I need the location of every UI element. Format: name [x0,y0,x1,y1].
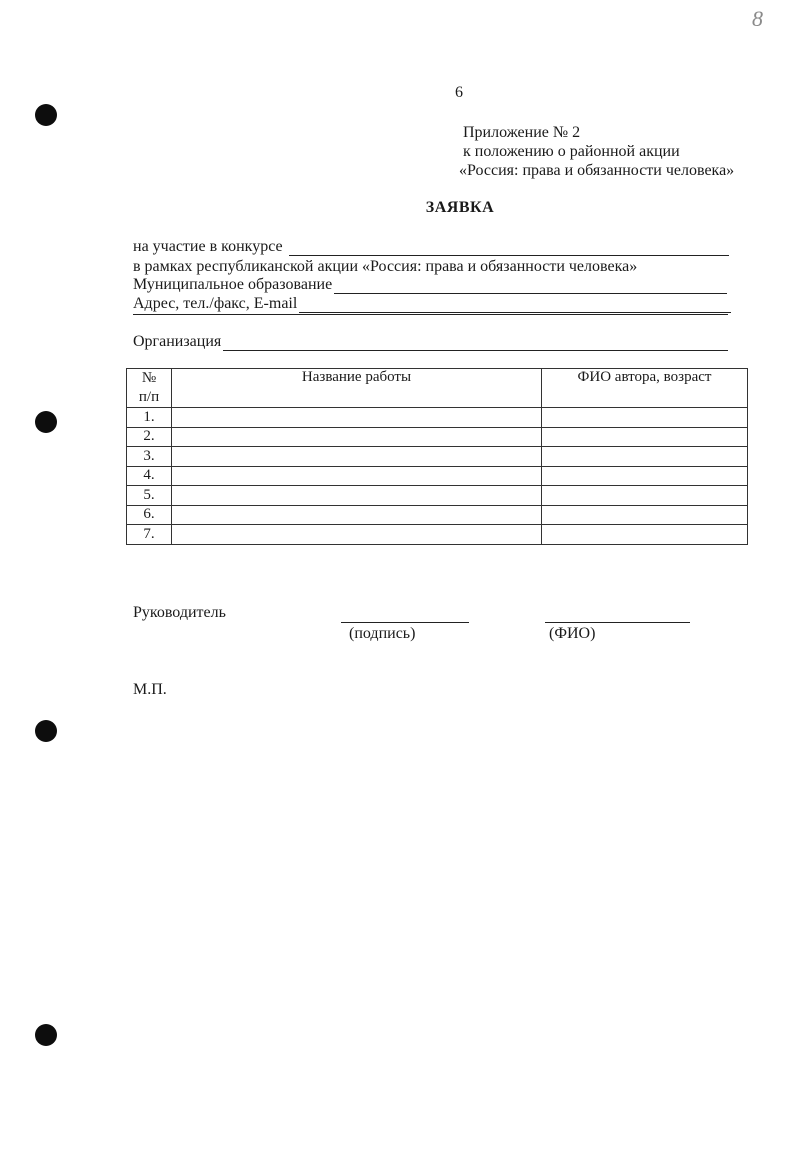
header-work-title: Название работы [172,369,542,408]
header-number-line2: п/п [138,389,160,405]
signature-caption: (подпись) [349,625,416,642]
address-field[interactable] [133,293,731,313]
contest-field[interactable] [133,236,729,256]
header-number-line1: № [141,370,157,386]
address-extra-line[interactable] [133,314,728,315]
work-title-cell[interactable] [172,486,542,506]
author-cell[interactable] [542,505,748,525]
address-label: Адрес, тел./факс, E-mail [133,295,298,312]
work-title-cell[interactable] [172,408,542,428]
document-title: ЗАЯВКА [425,199,495,216]
row-number: 3. [127,447,172,467]
work-title-cell[interactable] [172,447,542,467]
punch-hole-icon [35,1024,57,1046]
work-title-cell[interactable] [172,466,542,486]
row-number: 1. [127,408,172,428]
contest-fill-line[interactable] [289,240,729,256]
signature-line[interactable] [341,622,469,623]
appendix-line-2: к положению о районной акции [463,143,680,160]
punch-hole-icon [35,411,57,433]
punch-hole-icon [35,104,57,126]
appendix-line-3: «Россия: права и обязанности человека» [459,162,735,179]
header-author: ФИО автора, возраст [542,369,748,408]
table-row [127,408,748,428]
punch-hole-icon [35,720,57,742]
table-row [127,525,748,545]
appendix-line-1: Приложение № 2 [463,124,581,141]
row-number: 6. [127,505,172,525]
row-number: 7. [127,525,172,545]
organization-field[interactable] [133,331,728,351]
work-title-cell[interactable] [172,505,542,525]
framework-row [133,256,637,276]
author-cell[interactable] [542,408,748,428]
table-row [127,427,748,447]
row-number: 5. [127,486,172,506]
author-cell[interactable] [542,447,748,467]
organization-fill-line[interactable] [223,335,728,351]
page-number: 6 [455,84,463,101]
table-row [127,505,748,525]
address-fill-line[interactable] [299,297,731,313]
table-row [127,486,748,506]
municipality-label: Муниципальное образование [133,276,333,293]
table-row [127,466,748,486]
entries-table [126,368,748,545]
contest-label: на участие в конкурсе [133,238,283,255]
municipality-field[interactable] [133,274,727,294]
row-number: 2. [127,427,172,447]
handwritten-mark: 8 [752,6,763,31]
author-cell[interactable] [542,427,748,447]
work-title-cell[interactable] [172,525,542,545]
stamp-place: М.П. [133,681,167,698]
work-title-cell[interactable] [172,427,542,447]
name-line[interactable] [545,622,690,623]
header-number [127,369,172,408]
author-cell[interactable] [542,525,748,545]
name-caption: (ФИО) [549,625,596,642]
table-header-row [127,369,748,408]
framework-text: в рамках республиканской акции «Россия: права и обязанности человека» [133,258,638,275]
row-number: 4. [127,466,172,486]
author-cell[interactable] [542,466,748,486]
organization-label: Организация [133,333,222,350]
author-cell[interactable] [542,486,748,506]
signature-role: Руководитель [133,604,226,621]
table-row [127,447,748,467]
municipality-fill-line[interactable] [334,278,727,294]
